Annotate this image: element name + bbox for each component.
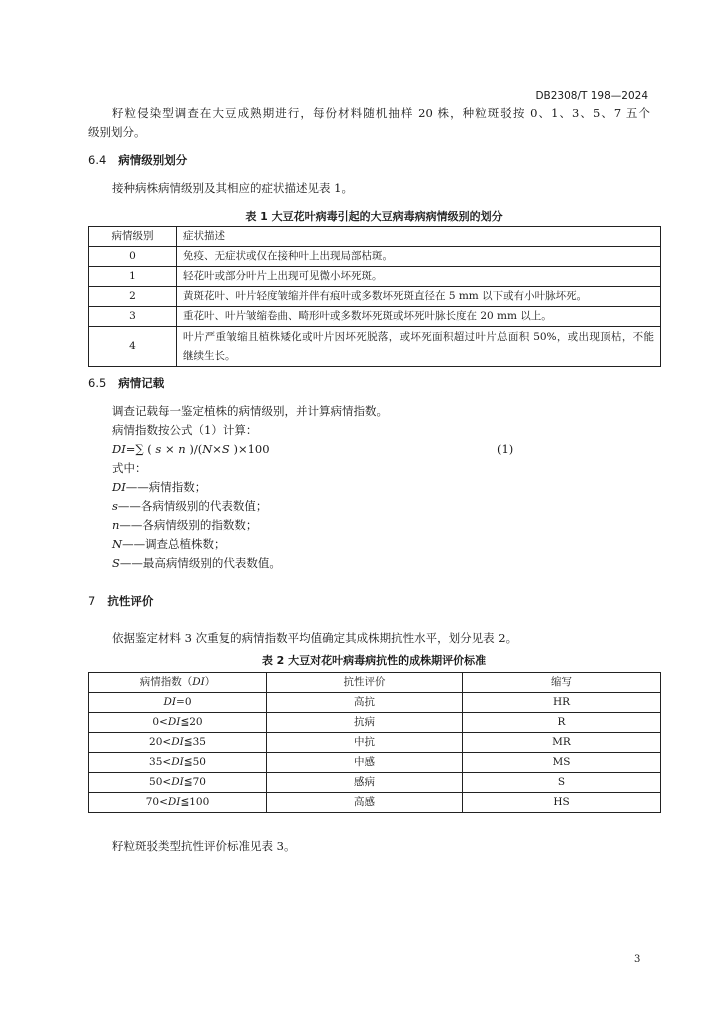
di-pre: 35<: [149, 756, 172, 768]
table-1: [88, 226, 661, 367]
di-post: ≦100: [180, 796, 210, 808]
di-pre: 50<: [149, 776, 172, 788]
grade-cell: 3: [89, 307, 177, 327]
disease-index-cell: [89, 773, 267, 793]
disease-index-cell: [89, 793, 267, 813]
table-row: [89, 287, 661, 307]
table-row: [89, 307, 661, 327]
table-row: [89, 693, 661, 713]
formula-part: =∑ (: [125, 441, 156, 456]
formula-line: [112, 440, 660, 459]
table-header-row: [89, 227, 661, 247]
di-var: DI: [163, 696, 177, 708]
resistance-cell: 中感: [267, 753, 463, 773]
section-7-heading: [88, 592, 153, 611]
header-symptom: 症状描述: [177, 227, 661, 247]
symptom-cell: 黄斑花叶、叶片轻度皱缩并伴有痕叶或多数坏死斑直径在 5 mm 以下或有小叶脉坏死。: [177, 287, 661, 307]
header-disease-index: [89, 673, 267, 693]
symptom-cell: 轻花叶或部分叶片上出现可见微小坏死斑。: [177, 267, 661, 287]
section-title: 病情记载: [118, 375, 165, 390]
symptom-cell: [177, 327, 661, 367]
definition-text: ——最高病情级别的代表数值。: [119, 555, 281, 570]
symptom-cell: 重花叶、叶片皱缩卷曲、畸形叶或多数坏死斑或坏死叶脉长度在 20 mm 以上。: [177, 307, 661, 327]
formula-part: )/(: [185, 441, 203, 456]
abbreviation-cell: HR: [463, 693, 661, 713]
definition-text: ——各病情级别的代表数值；: [117, 498, 268, 513]
closing-paragraph: 籽粒斑驳类型抗性评价标准见表 3。: [112, 838, 296, 853]
table-row: [89, 773, 661, 793]
section-title: 病情级别划分: [118, 152, 188, 167]
resistance-cell: 高感: [267, 793, 463, 813]
definition-symbol: N: [112, 536, 123, 551]
abbreviation-cell: S: [463, 773, 661, 793]
di-var: DI: [171, 776, 184, 788]
definition-symbol: n: [112, 517, 120, 532]
document-code: DB2308/T 198—2024: [535, 90, 648, 102]
equation-number: (1): [497, 441, 514, 456]
formula-part: DI: [112, 441, 126, 456]
formula-part: N: [202, 441, 213, 456]
definition-item: [112, 535, 660, 554]
page-number: 3: [634, 954, 641, 965]
grade-cell: 4: [89, 327, 177, 367]
definition-text: ——病情指数；: [125, 479, 207, 494]
di-post: =0: [176, 696, 192, 708]
table-row: [89, 267, 661, 287]
section-7-paragraph: 依据鉴定材料 3 次重复的病情指数平均值确定其成株期抗性水平，划分见表 2。: [112, 630, 518, 645]
di-var: DI: [192, 676, 205, 688]
symptom-line-1: 叶片严重皱缩且植株矮化或叶片因坏死脱落，或坏死面积超过叶片总面积 50%，或出现顶枯，不能: [183, 330, 654, 343]
formula-part: n: [178, 441, 186, 456]
table-2: [88, 672, 661, 813]
di-var: DI: [167, 796, 181, 808]
table-1-title: 表 1 大豆花叶病毒引起的大豆病毒病病情级别的划分: [245, 209, 503, 223]
disease-index-cell: [89, 693, 267, 713]
grade-cell: 0: [89, 247, 177, 267]
formula-part: ×: [161, 441, 179, 456]
grade-cell: 2: [89, 287, 177, 307]
table-row: [89, 753, 661, 773]
section-number: 6.4: [88, 152, 107, 167]
formula-part: S: [221, 441, 230, 456]
definition-text: ——调查总植株数；: [122, 536, 226, 551]
formula-part: s: [155, 441, 162, 456]
table-row: [89, 713, 661, 733]
disease-index-cell: [89, 733, 267, 753]
definition-symbol: DI: [112, 479, 126, 494]
definition-item: [112, 497, 660, 516]
table-row: [89, 733, 661, 753]
intro-paragraph-line-2: 级别划分。: [88, 124, 146, 139]
where-label: 式中：: [112, 460, 147, 475]
di-var: DI: [167, 716, 181, 728]
section-number: 7: [88, 593, 96, 608]
symptom-cell: 免疫、无症状或仅在接种叶上出现局部枯斑。: [177, 247, 661, 267]
definition-symbol: S: [112, 555, 120, 570]
header-abbreviation: 缩写: [463, 673, 661, 693]
table-header-row: [89, 673, 661, 693]
di-pre: 70<: [145, 796, 168, 808]
di-post: ≦35: [183, 736, 206, 748]
definition-item: [112, 516, 660, 535]
formula-part: )×100: [229, 441, 270, 456]
resistance-cell: 高抗: [267, 693, 463, 713]
di-pre: 0<: [152, 716, 168, 728]
table-2-title: 表 2 大豆对花叶病毒病抗性的成株期评价标准: [261, 653, 487, 667]
table-row: [89, 327, 661, 367]
section-6-4-paragraph: 接种病株病情级别及其相应的症状描述见表 1。: [112, 180, 353, 195]
definition-symbol: s: [112, 498, 118, 513]
di-post: ≦70: [183, 776, 206, 788]
section-number: 6.5: [88, 375, 107, 390]
di-post: ≦20: [180, 716, 203, 728]
grade-cell: 1: [89, 267, 177, 287]
section-title: 抗性评价: [107, 593, 154, 608]
header-grade: 病情级别: [89, 227, 177, 247]
section-6-5-paragraph-2: 病情指数按公式（1）计算：: [112, 422, 258, 437]
di-post: ≦50: [183, 756, 206, 768]
header-resistance: 抗性评价: [267, 673, 463, 693]
intro-paragraph: [112, 104, 650, 123]
abbreviation-cell: R: [463, 713, 661, 733]
definition-item: [112, 478, 660, 497]
abbreviation-cell: MR: [463, 733, 661, 753]
abbreviation-cell: HS: [463, 793, 661, 813]
symptom-line-2: 继续生长。: [183, 349, 236, 362]
section-6-5-body: [112, 402, 660, 573]
di-var: DI: [171, 736, 184, 748]
definition-text: ——各病情级别的指数数；: [119, 517, 258, 532]
section-6-5-heading: [88, 374, 164, 393]
resistance-cell: 中抗: [267, 733, 463, 753]
di-pre: 病情指数（: [139, 676, 193, 688]
abbreviation-cell: MS: [463, 753, 661, 773]
table-row: [89, 247, 661, 267]
section-6-4-heading: [88, 151, 187, 170]
disease-index-cell: [89, 753, 267, 773]
resistance-cell: 抗病: [267, 713, 463, 733]
formula-part: ×: [212, 441, 222, 456]
di-post: ）: [204, 676, 216, 688]
definition-item: [112, 554, 660, 573]
section-6-5-paragraph-1: 调查记载每一鉴定植株的病情级别，并计算病情指数。: [112, 403, 388, 418]
intro-paragraph-line-1: 籽粒侵染型调查在大豆成熟期进行，每份材料随机抽样 20 株，种粒斑驳按 0、1、3、5、7 五个: [112, 105, 650, 120]
disease-index-cell: [89, 713, 267, 733]
resistance-cell: 感病: [267, 773, 463, 793]
table-row: [89, 793, 661, 813]
di-pre: 20<: [149, 736, 172, 748]
di-var: DI: [171, 756, 184, 768]
